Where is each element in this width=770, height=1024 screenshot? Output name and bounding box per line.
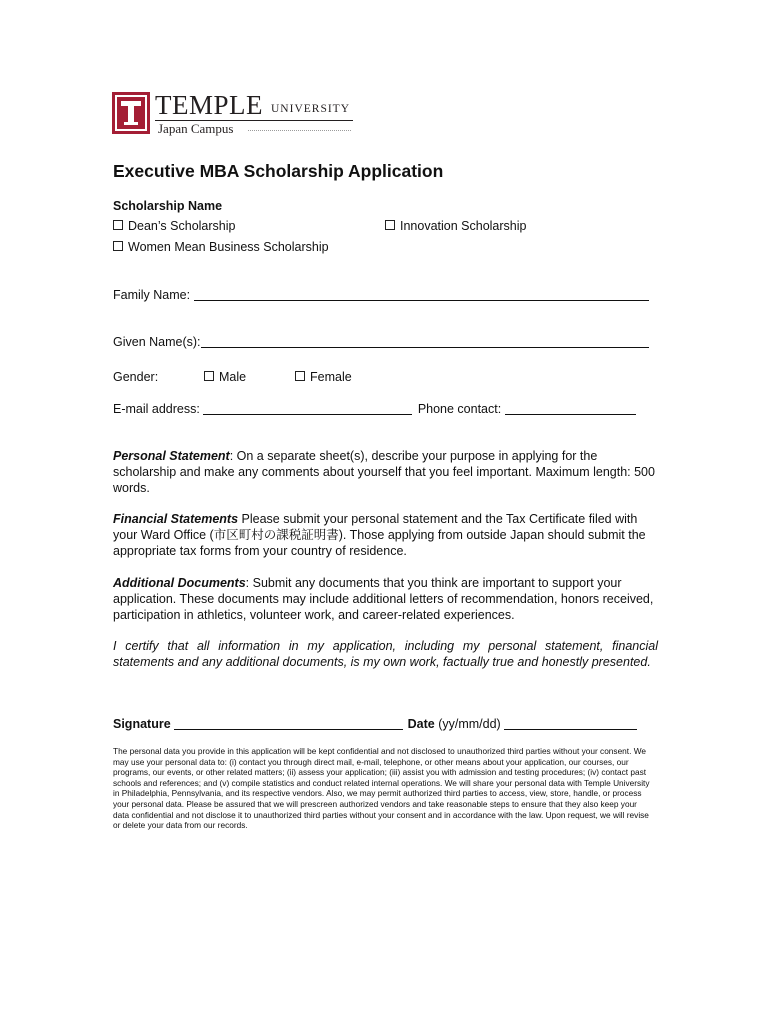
date-format-hint: (yy/mm/dd) <box>438 717 501 731</box>
date-field[interactable] <box>504 717 637 730</box>
given-names-row <box>113 334 649 350</box>
additional-documents-text: : Submit any documents that you think are important to support your application. These documents may include additional letters of recommendation, honors received, participation in athletics, volunteer work, and career-related experiences. <box>113 576 654 622</box>
financial-statements-text: Please submit your personal statement and the Tax Certificate filed with your Ward Office (市区町村の課税証明書). Those applying from outside Japan should submit the appropriate tax forms from your country of residence. <box>113 512 646 558</box>
innovation-scholarship-option[interactable] <box>385 218 526 234</box>
women-mean-business-option[interactable] <box>113 239 329 255</box>
option-label: Innovation Scholarship <box>400 219 527 233</box>
personal-statement-label: Personal Statement <box>113 449 230 463</box>
personal-statement-text: : On a separate sheet(s), describe your purpose in applying for the scholarship and make any comments about yourself that you feel important. Maximum length: 500 words. <box>113 449 655 495</box>
option-label: Female <box>310 370 352 384</box>
email-field[interactable] <box>203 402 412 415</box>
family-name-label: Family Name: <box>113 288 191 302</box>
deans-scholarship-option[interactable] <box>113 218 235 234</box>
checkbox-icon[interactable] <box>385 220 395 230</box>
scholarship-heading: Scholarship Name <box>113 199 223 213</box>
gender-label: Gender: <box>113 370 159 384</box>
checkbox-icon[interactable] <box>204 371 214 381</box>
certification-statement: I certify that all information in my application, including my personal statement, financial statements and any additional documents, is my own work, factually true and honestly presented. <box>113 639 658 669</box>
option-label: Male <box>219 370 247 384</box>
email-label: E-mail address: <box>113 402 200 416</box>
additional-documents-paragraph <box>113 575 658 623</box>
signature-label: Signature <box>113 717 171 731</box>
checkbox-icon[interactable] <box>113 220 123 230</box>
logo-university-text: UNIVERSITY <box>271 103 350 115</box>
logo-temple-text: TEMPLE <box>155 90 263 120</box>
date-label: Date <box>407 717 435 731</box>
family-name-field[interactable] <box>194 288 649 301</box>
signature-field[interactable] <box>174 717 403 730</box>
university-logo <box>112 90 362 138</box>
temple-t-logo-icon <box>112 92 150 134</box>
financial-statements-label: Financial Statements <box>113 512 239 526</box>
phone-label: Phone contact: <box>417 402 502 416</box>
gender-female-option[interactable] <box>295 369 352 385</box>
family-name-row <box>113 287 649 303</box>
page-title: Executive MBA Scholarship Application <box>113 161 444 181</box>
privacy-notice: The personal data you provide in this application will be kept confidential and not disclosed to unauthorized third parties without your consent. We may use your personal data to: (i) contact you through direct mail, e-mail, telephone, or other means about your application, our courses, our programs, our events, or other related matters; (ii) assess your application; (iii) assist you with admission and testing procedures; (iv) contact past schools and references; and (v) compile statistics and conduct related internal operations. We will share your personal data with Temple University in Philadelphia, Pennsylvania, and its respective vendors. Also, we may permit authorized third parties to access, view, store, handle, or process your personal data. Please be assured that we will prescreen authorized vendors and take reasonable steps to ensure that they also keep your data confidential and not disclose it to unauthorized third parties without your consent and in accordance with the law. Upon request, we will revise or delete your data from our records. <box>113 746 650 831</box>
signature-row <box>113 716 637 732</box>
option-label: Dean’s Scholarship <box>128 219 236 233</box>
additional-documents-label: Additional Documents <box>113 576 246 590</box>
personal-statement-paragraph <box>113 448 658 496</box>
logo-campus-text: Japan Campus <box>158 121 234 136</box>
contact-row <box>113 401 636 417</box>
gender-male-option[interactable] <box>204 369 246 385</box>
given-names-label: Given Name(s): <box>113 335 201 349</box>
checkbox-icon[interactable] <box>113 241 123 251</box>
option-label: Women Mean Business Scholarship <box>128 240 329 254</box>
phone-field[interactable] <box>505 402 636 415</box>
given-names-field[interactable] <box>201 335 649 348</box>
logo-dotted-rule <box>248 130 351 131</box>
financial-statements-paragraph <box>113 511 658 559</box>
checkbox-icon[interactable] <box>295 371 305 381</box>
